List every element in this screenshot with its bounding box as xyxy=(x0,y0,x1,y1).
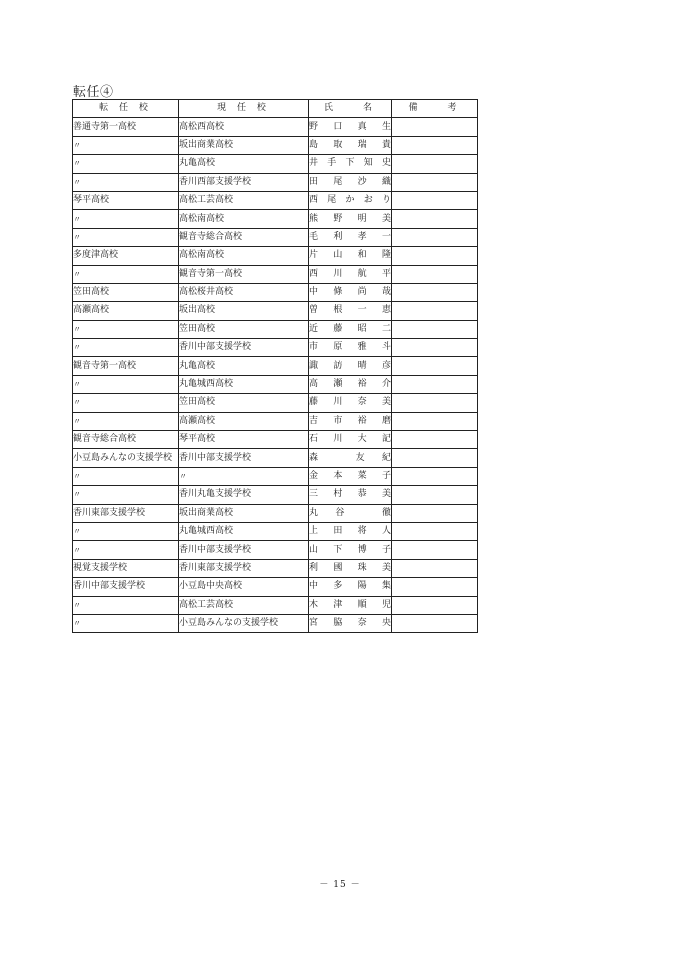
table-row xyxy=(73,596,478,614)
remarks-cell xyxy=(392,173,478,191)
transfer-school-cell: 笠田高校 xyxy=(73,283,179,301)
table-row xyxy=(73,210,478,228)
table-row xyxy=(73,504,478,522)
name-cell xyxy=(309,431,392,449)
current-school-cell: 香川丸亀支援学校 xyxy=(179,486,309,504)
transfer-school-cell: 〃 xyxy=(73,541,179,559)
remarks-cell xyxy=(392,394,478,412)
table-row xyxy=(73,228,478,246)
remarks-cell xyxy=(392,504,478,522)
current-school-cell: 高松桜井高校 xyxy=(179,283,309,301)
name-cell xyxy=(309,283,392,301)
current-school-cell: 丸亀城西高校 xyxy=(179,375,309,393)
name-cell xyxy=(309,467,392,485)
current-school-cell: 高松南高校 xyxy=(179,247,309,265)
header-remarks: 備 考 xyxy=(392,100,478,118)
remarks-cell xyxy=(392,486,478,504)
person-name: 熊 野 明 美 xyxy=(309,213,391,224)
transfer-school-cell: 〃 xyxy=(73,136,179,154)
name-cell xyxy=(309,357,392,375)
transfer-school-cell: 〃 xyxy=(73,210,179,228)
remarks-cell xyxy=(392,118,478,136)
person-name: 毛 利 孝 一 xyxy=(309,231,391,242)
person-name: 藤 川 奈 美 xyxy=(309,397,391,408)
remarks-cell xyxy=(392,449,478,467)
transfer-school-cell: 観音寺第一高校 xyxy=(73,357,179,375)
transfer-school-cell: 〃 xyxy=(73,486,179,504)
remarks-cell xyxy=(392,136,478,154)
table-header-row xyxy=(73,100,478,118)
name-cell xyxy=(309,578,392,596)
person-name: 島 取 瑞 貴 xyxy=(309,139,391,150)
person-name: 吉 市 裕 磨 xyxy=(309,415,391,426)
current-school-cell: 小豆島みんなの支援学校 xyxy=(179,614,309,632)
name-cell xyxy=(309,118,392,136)
table-row xyxy=(73,173,478,191)
current-school-cell: 香川西部支援学校 xyxy=(179,173,309,191)
name-cell xyxy=(309,191,392,209)
person-name: 高 瀬 裕 介 xyxy=(309,379,391,390)
header-current-school: 現 任 校 xyxy=(179,100,309,118)
name-cell xyxy=(309,265,392,283)
name-cell xyxy=(309,136,392,154)
current-school-cell: 笠田高校 xyxy=(179,320,309,338)
current-school-cell: 丸亀高校 xyxy=(179,155,309,173)
transfer-school-cell: 〃 xyxy=(73,614,179,632)
transfer-school-cell: 〃 xyxy=(73,394,179,412)
remarks-cell xyxy=(392,431,478,449)
remarks-cell xyxy=(392,559,478,577)
transfer-school-cell: 〃 xyxy=(73,375,179,393)
current-school-cell: 香川中部支援学校 xyxy=(179,541,309,559)
name-cell xyxy=(309,155,392,173)
table-row xyxy=(73,320,478,338)
current-school-cell: 坂出商業高校 xyxy=(179,504,309,522)
person-name: 石 川 大 記 xyxy=(309,434,391,445)
remarks-cell xyxy=(392,541,478,559)
person-name: 丸 谷 徹 xyxy=(309,507,391,518)
person-name: 山 下 博 子 xyxy=(309,544,391,555)
person-name: 諏 訪 晴 彦 xyxy=(309,360,391,371)
current-school-cell: 琴平高校 xyxy=(179,431,309,449)
name-cell xyxy=(309,614,392,632)
current-school-cell: 坂出高校 xyxy=(179,302,309,320)
table-row xyxy=(73,522,478,540)
remarks-cell xyxy=(392,191,478,209)
current-school-cell: 観音寺総合高校 xyxy=(179,228,309,246)
current-school-cell: 丸亀高校 xyxy=(179,357,309,375)
table-row xyxy=(73,486,478,504)
table-row xyxy=(73,136,478,154)
table-row xyxy=(73,431,478,449)
remarks-cell xyxy=(392,467,478,485)
name-cell xyxy=(309,302,392,320)
person-name: 田 尾 沙 織 xyxy=(309,176,391,187)
transfer-school-cell: 〃 xyxy=(73,173,179,191)
person-name: 近 藤 昭 二 xyxy=(309,323,391,334)
transfer-school-cell: 〃 xyxy=(73,320,179,338)
current-school-cell: 高松西高校 xyxy=(179,118,309,136)
remarks-cell xyxy=(392,578,478,596)
table-row xyxy=(73,357,478,375)
current-school-cell: 〃 xyxy=(179,467,309,485)
transfer-table xyxy=(72,99,478,633)
current-school-cell: 高松工芸高校 xyxy=(179,596,309,614)
person-name: 中 多 陽 集 xyxy=(309,581,391,592)
remarks-cell xyxy=(392,596,478,614)
current-school-cell: 香川中部支援学校 xyxy=(179,339,309,357)
remarks-cell xyxy=(392,283,478,301)
table-row xyxy=(73,394,478,412)
transfer-school-cell: 香川東部支援学校 xyxy=(73,504,179,522)
transfer-school-cell: 〃 xyxy=(73,265,179,283)
remarks-cell xyxy=(392,320,478,338)
current-school-cell: 香川東部支援学校 xyxy=(179,559,309,577)
person-name: 市 原 雅 斗 xyxy=(309,342,391,353)
transfer-school-cell: 〃 xyxy=(73,467,179,485)
transfer-school-cell: 〃 xyxy=(73,228,179,246)
transfer-school-cell: 〃 xyxy=(73,412,179,430)
table-row xyxy=(73,614,478,632)
person-name: 曽 根 一 恵 xyxy=(309,305,391,316)
table-row xyxy=(73,247,478,265)
name-cell xyxy=(309,449,392,467)
name-cell xyxy=(309,173,392,191)
page-title: 転任④ xyxy=(73,85,114,100)
current-school-cell: 高松工芸高校 xyxy=(179,191,309,209)
table-row xyxy=(73,467,478,485)
name-cell xyxy=(309,247,392,265)
person-name: 西 川 航 平 xyxy=(309,268,391,279)
name-cell xyxy=(309,375,392,393)
remarks-cell xyxy=(392,247,478,265)
current-school-cell: 高松南高校 xyxy=(179,210,309,228)
table-row xyxy=(73,541,478,559)
current-school-cell: 丸亀城西高校 xyxy=(179,522,309,540)
remarks-cell xyxy=(392,265,478,283)
table-row xyxy=(73,302,478,320)
name-cell xyxy=(309,228,392,246)
page-number: － 15 － xyxy=(319,880,361,890)
person-name: 宮 脇 奈 央 xyxy=(309,618,391,629)
name-cell xyxy=(309,541,392,559)
person-name: 西 尾 か お り xyxy=(309,195,391,206)
remarks-cell xyxy=(392,339,478,357)
table-row xyxy=(73,283,478,301)
remarks-cell xyxy=(392,228,478,246)
person-name: 野 口 真 生 xyxy=(309,121,391,132)
remarks-cell xyxy=(392,302,478,320)
table-row xyxy=(73,155,478,173)
name-cell xyxy=(309,504,392,522)
table-row xyxy=(73,118,478,136)
transfer-school-cell: 小豆島みんなの支援学校 xyxy=(73,449,179,467)
person-name: 金 本 菜 子 xyxy=(309,471,391,481)
person-name: 木 津 順 児 xyxy=(309,599,391,610)
name-cell xyxy=(309,339,392,357)
transfer-school-cell: 視覚支援学校 xyxy=(73,559,179,577)
table-row xyxy=(73,559,478,577)
remarks-cell xyxy=(392,522,478,540)
name-cell xyxy=(309,412,392,430)
name-cell xyxy=(309,486,392,504)
current-school-cell: 笠田高校 xyxy=(179,394,309,412)
current-school-cell: 小豆島中央高校 xyxy=(179,578,309,596)
transfer-school-cell: 〃 xyxy=(73,596,179,614)
person-name: 三 村 恭 美 xyxy=(309,489,391,500)
table-row xyxy=(73,578,478,596)
person-name: 中 條 尚 哉 xyxy=(309,287,391,298)
name-cell xyxy=(309,394,392,412)
transfer-school-cell: 〃 xyxy=(73,155,179,173)
transfer-school-cell: 香川中部支援学校 xyxy=(73,578,179,596)
name-cell xyxy=(309,522,392,540)
remarks-cell xyxy=(392,375,478,393)
current-school-cell: 高瀬高校 xyxy=(179,412,309,430)
transfer-school-cell: 琴平高校 xyxy=(73,191,179,209)
remarks-cell xyxy=(392,614,478,632)
name-cell xyxy=(309,596,392,614)
person-name: 片 山 和 隆 xyxy=(309,250,391,261)
transfer-school-cell: 観音寺総合高校 xyxy=(73,431,179,449)
transfer-school-cell: 多度津高校 xyxy=(73,247,179,265)
transfer-school-cell: 善通寺第一高校 xyxy=(73,118,179,136)
remarks-cell xyxy=(392,412,478,430)
person-name: 利 國 珠 美 xyxy=(309,562,391,573)
transfer-school-cell: 〃 xyxy=(73,522,179,540)
current-school-cell: 香川中部支援学校 xyxy=(179,449,309,467)
person-name: 森 友 紀 xyxy=(309,452,391,463)
person-name: 上 田 将 人 xyxy=(309,526,391,537)
current-school-cell: 観音寺第一高校 xyxy=(179,265,309,283)
person-name: 井 手 下 知 史 xyxy=(309,158,391,169)
current-school-cell: 坂出商業高校 xyxy=(179,136,309,154)
name-cell xyxy=(309,559,392,577)
name-cell xyxy=(309,320,392,338)
remarks-cell xyxy=(392,357,478,375)
name-cell xyxy=(309,210,392,228)
header-name: 氏 名 xyxy=(309,100,392,118)
remarks-cell xyxy=(392,210,478,228)
table-row xyxy=(73,265,478,283)
table-row xyxy=(73,375,478,393)
transfer-school-cell: 〃 xyxy=(73,339,179,357)
header-transfer-school: 転 任 校 xyxy=(73,100,179,118)
table-row xyxy=(73,412,478,430)
table-row xyxy=(73,191,478,209)
remarks-cell xyxy=(392,155,478,173)
table-row xyxy=(73,449,478,467)
table-row xyxy=(73,339,478,357)
transfer-school-cell: 高瀬高校 xyxy=(73,302,179,320)
